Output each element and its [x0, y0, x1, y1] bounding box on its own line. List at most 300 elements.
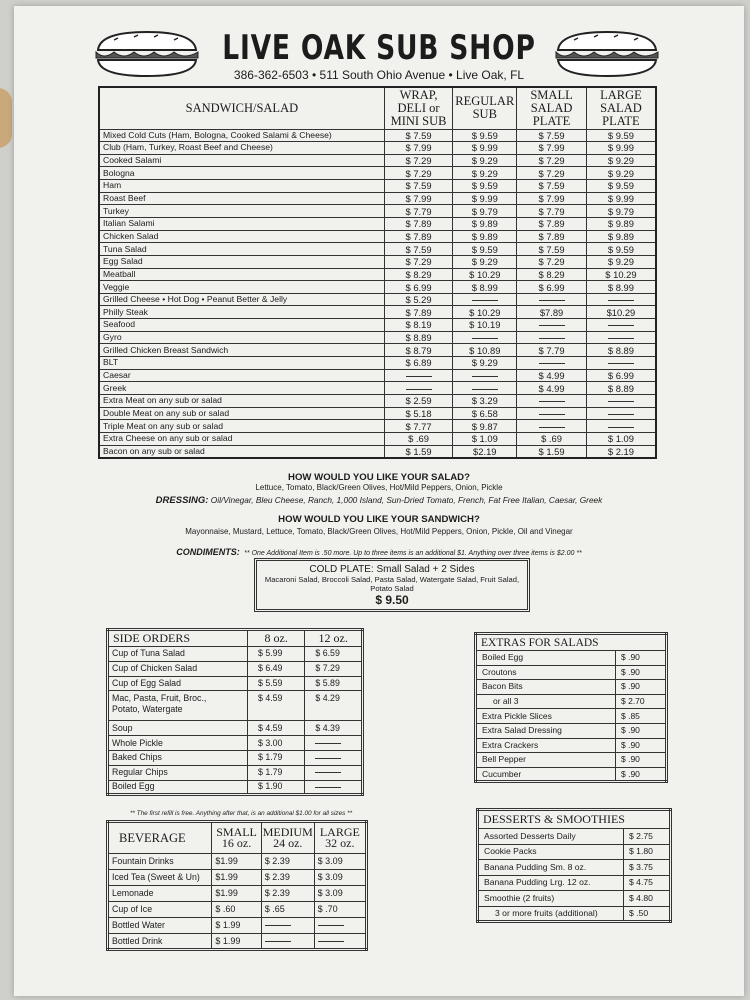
col-header: LARGE 32 oz.	[314, 822, 366, 854]
shop-address: 386-362-6503 • 511 South Ohio Avenue • Live Oak, FL	[233, 68, 525, 82]
item-name: Bottled Drink	[108, 934, 212, 950]
price-cell: $ 8.89	[586, 344, 656, 357]
price-cell	[517, 357, 587, 370]
price-cell: $ 2.39	[261, 886, 314, 902]
price-cell: $ 9.59	[586, 129, 656, 142]
dash-mark	[608, 401, 634, 402]
price-cell: $ .90	[616, 753, 667, 768]
dash-mark	[315, 772, 341, 773]
table-row	[99, 243, 656, 256]
item-name: Double Meat on any sub or salad	[99, 407, 384, 420]
price-cell: $ 5.99	[247, 647, 304, 662]
dash-mark	[539, 427, 565, 428]
item-name: Regular Chips	[108, 765, 248, 780]
price-cell: $ 7.29	[384, 255, 453, 268]
cold-plate-title: COLD PLATE: Small Salad + 2 Sides	[309, 564, 475, 575]
price-cell	[305, 750, 363, 765]
table-row	[108, 870, 367, 886]
table-row	[476, 651, 667, 666]
sandwich-salad-table	[98, 86, 657, 459]
beverage-table	[106, 820, 368, 951]
table-row	[99, 407, 656, 420]
price-cell: $ 9.59	[453, 129, 517, 142]
price-cell: $ 4.29	[305, 691, 363, 721]
item-name: Gyro	[99, 331, 384, 344]
item-name: Egg Salad	[99, 255, 384, 268]
price-cell: $ 9.89	[453, 230, 517, 243]
price-cell: $ 6.58	[453, 407, 517, 420]
item-name: Cup of Egg Salad	[108, 676, 248, 691]
price-cell	[586, 331, 656, 344]
price-cell: $ 2.19	[586, 445, 656, 458]
price-cell: $ .70	[314, 902, 366, 918]
price-cell: $ 1.59	[517, 445, 587, 458]
item-name: BLT	[99, 357, 384, 370]
item-name: Assorted Desserts Daily	[478, 829, 624, 845]
salad-question	[14, 472, 744, 506]
price-cell: $ 10.19	[453, 319, 517, 332]
item-name: Banana Pudding Lrg. 12 oz.	[478, 875, 624, 891]
table-row	[99, 217, 656, 230]
price-cell: $ 7.29	[305, 661, 363, 676]
item-name: Triple Meat on any sub or salad	[99, 420, 384, 433]
item-name: Tuna Salad	[99, 243, 384, 256]
price-cell: $ 5.29	[384, 293, 453, 306]
table-row	[108, 750, 363, 765]
price-cell: $ 7.99	[384, 192, 453, 205]
table-row	[99, 319, 656, 332]
price-cell: $ 6.89	[384, 357, 453, 370]
price-cell: $ 9.29	[586, 255, 656, 268]
table-row	[99, 230, 656, 243]
price-cell: $ 1.79	[247, 765, 304, 780]
price-cell: $ .90	[616, 767, 667, 782]
dash-mark	[539, 414, 565, 415]
table-row	[108, 691, 363, 721]
price-cell: $ 7.59	[384, 180, 453, 193]
price-cell: $ 9.89	[453, 217, 517, 230]
dash-mark	[539, 300, 565, 301]
price-cell	[586, 420, 656, 433]
item-name: Bell Pepper	[476, 753, 616, 768]
desserts-title: DESSERTS & SMOOTHIES	[478, 810, 671, 829]
table-row	[108, 647, 363, 662]
table-row	[99, 432, 656, 445]
table-row	[108, 934, 367, 950]
dash-mark	[318, 925, 344, 926]
price-cell	[517, 407, 587, 420]
price-cell: $ 7.99	[517, 142, 587, 155]
price-cell: $ 8.89	[586, 382, 656, 395]
table-row	[478, 844, 671, 860]
table-row	[99, 281, 656, 294]
price-cell: $1.99	[212, 854, 261, 870]
dash-mark	[608, 414, 634, 415]
table-row	[99, 420, 656, 433]
item-name: Italian Salami	[99, 217, 384, 230]
salad-heading: HOW WOULD YOU LIKE YOUR SALAD?	[288, 472, 470, 483]
item-name: Extra Cheese on any sub or salad	[99, 432, 384, 445]
price-cell	[261, 934, 314, 950]
cold-plate-sides: Macaroni Salad, Broccoli Salad, Pasta Salad, Watergate Salad, Fruit Salad, Potato Salad	[264, 575, 520, 593]
col-header: 8 oz.	[247, 630, 304, 647]
price-cell: $ 10.29	[586, 268, 656, 281]
price-cell: $ 1.99	[212, 918, 261, 934]
price-cell	[384, 369, 453, 382]
price-cell: $ 7.59	[384, 243, 453, 256]
price-cell: $ 7.29	[384, 154, 453, 167]
table-row	[478, 829, 671, 845]
price-cell: $ 4.39	[305, 721, 363, 736]
dash-mark	[472, 376, 498, 377]
price-cell	[517, 420, 587, 433]
price-cell: $ 3.75	[624, 860, 671, 876]
price-cell: $ 7.29	[517, 255, 587, 268]
table-row	[476, 694, 667, 709]
price-cell: $ 7.89	[384, 306, 453, 319]
price-cell: $ 1.09	[586, 432, 656, 445]
item-name: Grilled Chicken Breast Sandwich	[99, 344, 384, 357]
price-cell: $ 9.79	[453, 205, 517, 218]
item-name: Cucumber	[476, 767, 616, 782]
shop-title: LIVE OAK SUB SHOP	[222, 28, 536, 68]
dash-mark	[315, 758, 341, 759]
price-cell: $ 4.99	[517, 369, 587, 382]
price-cell: $ 2.39	[261, 870, 314, 886]
price-cell: $ 3.00	[247, 736, 304, 751]
extras-title: EXTRAS FOR SALADS	[476, 634, 667, 651]
dash-mark	[608, 300, 634, 301]
item-name: Meatball	[99, 268, 384, 281]
salad-toppings: Lettuce, Tomato, Black/Green Olives, Hot/Mild Peppers, Onion, Pickle	[255, 483, 503, 492]
price-cell	[453, 331, 517, 344]
price-cell: $ 9.99	[586, 142, 656, 155]
item-name: Ham	[99, 180, 384, 193]
price-cell: $ 9.59	[586, 243, 656, 256]
item-name: Bottled Water	[108, 918, 212, 934]
item-name: Banana Pudding Sm. 8 oz.	[478, 860, 624, 876]
dash-mark	[406, 389, 432, 390]
item-name: Bacon on any sub or salad	[99, 445, 384, 458]
price-cell: $ 6.99	[517, 281, 587, 294]
price-cell	[586, 394, 656, 407]
price-cell: $ 7.79	[517, 344, 587, 357]
price-cell: $ 1.79	[247, 750, 304, 765]
item-name: Veggie	[99, 281, 384, 294]
price-cell: $7.89	[517, 306, 587, 319]
table-row	[99, 129, 656, 142]
price-cell: $ 8.79	[384, 344, 453, 357]
price-cell	[261, 918, 314, 934]
thumb	[0, 88, 12, 148]
sandwich-question	[14, 514, 744, 536]
table-row	[99, 293, 656, 306]
side-orders-title: SIDE ORDERS	[108, 630, 248, 647]
price-cell: $ .50	[624, 906, 671, 922]
col-header: WRAP, DELI or MINI SUB	[384, 87, 453, 129]
item-name: Soup	[108, 721, 248, 736]
price-cell: $ 9.99	[586, 192, 656, 205]
price-cell: $ .85	[616, 709, 667, 724]
item-name: Baked Chips	[108, 750, 248, 765]
price-cell: $ .69	[517, 432, 587, 445]
col-header: 12 oz.	[305, 630, 363, 647]
extras-table	[474, 632, 668, 783]
price-cell	[517, 319, 587, 332]
dash-mark	[608, 325, 634, 326]
price-cell: $ 8.19	[384, 319, 453, 332]
dash-mark	[406, 376, 432, 377]
price-cell: $ 9.87	[453, 420, 517, 433]
item-name: Club (Ham, Turkey, Roast Beef and Cheese)	[99, 142, 384, 155]
price-cell	[384, 382, 453, 395]
item-name: Turkey	[99, 205, 384, 218]
price-cell: $ 10.89	[453, 344, 517, 357]
price-cell: $ 9.29	[453, 167, 517, 180]
price-cell: $ 9.29	[453, 255, 517, 268]
price-cell	[305, 765, 363, 780]
table-row	[476, 680, 667, 695]
price-cell: $ 7.29	[384, 167, 453, 180]
table-row	[99, 167, 656, 180]
table-row	[108, 736, 363, 751]
dash-mark	[608, 427, 634, 428]
desserts-table	[476, 808, 672, 923]
dash-mark	[539, 401, 565, 402]
cold-plate-price: $ 9.50	[375, 593, 409, 607]
item-name: Boiled Egg	[108, 780, 248, 795]
table-row	[99, 331, 656, 344]
price-cell	[586, 357, 656, 370]
table-row	[476, 723, 667, 738]
table-row	[108, 721, 363, 736]
price-cell	[453, 369, 517, 382]
price-cell: $ 8.29	[384, 268, 453, 281]
price-cell: $ 3.09	[314, 886, 366, 902]
item-name: Smoothie (2 fruits)	[478, 891, 624, 907]
price-cell: $ 9.59	[453, 180, 517, 193]
col-header: SMALL 16 oz.	[212, 822, 261, 854]
price-cell: $ .65	[261, 902, 314, 918]
item-name: Fountain Drinks	[108, 854, 212, 870]
price-cell	[305, 780, 363, 795]
dash-mark	[608, 338, 634, 339]
table-row	[108, 661, 363, 676]
item-name: Mixed Cold Cuts (Ham, Bologna, Cooked Salami & Cheese)	[99, 129, 384, 142]
table-row	[478, 860, 671, 876]
price-cell: $ 9.29	[586, 154, 656, 167]
item-name: Bologna	[99, 167, 384, 180]
price-cell: $ 9.29	[453, 357, 517, 370]
price-cell: $ 7.29	[517, 154, 587, 167]
price-cell	[453, 382, 517, 395]
price-cell: $ 8.29	[517, 268, 587, 281]
item-name: Chicken Salad	[99, 230, 384, 243]
table-row	[99, 306, 656, 319]
item-name: Bacon Bits	[476, 680, 616, 695]
sandwich-heading: HOW WOULD YOU LIKE YOUR SANDWICH?	[278, 514, 480, 525]
price-cell: $ 5.89	[305, 676, 363, 691]
item-name: Extra Meat on any sub or salad	[99, 394, 384, 407]
price-cell: $ 4.80	[624, 891, 671, 907]
col-header: REGULAR SUB	[453, 87, 517, 129]
item-name: Boiled Egg	[476, 651, 616, 666]
price-cell: $ 7.29	[517, 167, 587, 180]
table-row	[476, 709, 667, 724]
table-row	[99, 382, 656, 395]
dash-mark	[315, 787, 341, 788]
col-header: SANDWICH/SALAD	[99, 87, 384, 129]
price-cell: $ 6.59	[305, 647, 363, 662]
table-row	[99, 394, 656, 407]
item-name: Mac, Pasta, Fruit, Broc., Potato, Watergate	[108, 691, 248, 721]
price-cell: $ 3.09	[314, 854, 366, 870]
dash-mark	[539, 363, 565, 364]
price-cell: $ 7.89	[517, 230, 587, 243]
price-cell: $ 6.49	[247, 661, 304, 676]
table-row	[476, 753, 667, 768]
price-cell: $ 4.59	[247, 721, 304, 736]
price-cell	[586, 407, 656, 420]
price-cell: $ .90	[616, 723, 667, 738]
table-row	[108, 886, 367, 902]
price-cell: $ 9.59	[453, 243, 517, 256]
item-name: Roast Beef	[99, 192, 384, 205]
price-cell: $ 9.29	[586, 167, 656, 180]
price-cell: $ 1.59	[384, 445, 453, 458]
table-row	[108, 902, 367, 918]
price-cell: $ 9.59	[586, 180, 656, 193]
table-row	[108, 854, 367, 870]
dash-mark	[265, 941, 291, 942]
price-cell: $ 6.99	[384, 281, 453, 294]
sandwich-toppings: Mayonnaise, Mustard, Lettuce, Tomato, Black/Green Olives, Hot/Mild Peppers, Onion, Pickle, Oil and Vinegar	[185, 527, 573, 536]
price-cell	[517, 331, 587, 344]
price-cell	[314, 934, 366, 950]
price-cell: $10.29	[586, 306, 656, 319]
table-row	[99, 180, 656, 193]
item-name: Cup of Tuna Salad	[108, 647, 248, 662]
dash-mark	[539, 338, 565, 339]
item-name: Lemonade	[108, 886, 212, 902]
item-name: Caesar	[99, 369, 384, 382]
item-name: Cookie Packs	[478, 844, 624, 860]
price-cell: $ 9.99	[453, 142, 517, 155]
table-row	[108, 780, 363, 795]
table-row	[478, 875, 671, 891]
col-header: SMALL SALAD PLATE	[517, 87, 587, 129]
price-cell: $ .90	[616, 665, 667, 680]
price-cell: $ 7.59	[517, 129, 587, 142]
price-cell	[314, 918, 366, 934]
table-row	[99, 255, 656, 268]
price-cell: $ 10.29	[453, 268, 517, 281]
side-orders-table	[106, 628, 364, 796]
price-cell: $ 9.99	[453, 192, 517, 205]
price-cell: $ 9.29	[453, 154, 517, 167]
item-name: Cooked Salami	[99, 154, 384, 167]
price-cell: $ 7.59	[517, 180, 587, 193]
price-cell	[586, 293, 656, 306]
menu-page	[14, 6, 744, 996]
col-header: LARGE SALAD PLATE	[586, 87, 656, 129]
table-row	[478, 891, 671, 907]
item-name: Croutons	[476, 665, 616, 680]
price-cell	[453, 293, 517, 306]
price-cell: $ 7.89	[517, 217, 587, 230]
refill-note: ** The first refill is free. Anything after that, is an additional $1.00 for all sizes **	[129, 810, 353, 817]
price-cell: $ 10.29	[453, 306, 517, 319]
dash-mark	[315, 743, 341, 744]
price-cell: $ .90	[616, 738, 667, 753]
price-cell: $ 9.89	[586, 217, 656, 230]
table-row	[99, 268, 656, 281]
price-cell: $ 4.59	[247, 691, 304, 721]
dash-mark	[472, 389, 498, 390]
table-row	[99, 142, 656, 155]
price-cell: $ 9.79	[586, 205, 656, 218]
price-cell: $ 3.09	[314, 870, 366, 886]
price-cell: $ 8.99	[586, 281, 656, 294]
price-cell: $ 2.70	[616, 694, 667, 709]
price-cell: $ 3.29	[453, 394, 517, 407]
price-cell: $ .90	[616, 651, 667, 666]
price-cell: $ .69	[384, 432, 453, 445]
table-row	[108, 765, 363, 780]
table-row	[108, 676, 363, 691]
price-cell: $ 2.75	[624, 829, 671, 845]
price-cell: $1.99	[212, 886, 261, 902]
table-row	[476, 767, 667, 782]
price-cell: $ 5.18	[384, 407, 453, 420]
price-cell: $ 5.59	[247, 676, 304, 691]
price-cell	[517, 293, 587, 306]
item-name: Seafood	[99, 319, 384, 332]
price-cell: $ 2.39	[261, 854, 314, 870]
price-cell: $ .90	[616, 680, 667, 695]
table-row	[99, 344, 656, 357]
price-cell: $ 7.79	[517, 205, 587, 218]
price-cell: $ 4.75	[624, 875, 671, 891]
table-row	[99, 357, 656, 370]
price-cell: $ 7.77	[384, 420, 453, 433]
table-row	[476, 738, 667, 753]
item-name: Grilled Cheese • Hot Dog • Peanut Better & Jelly	[99, 293, 384, 306]
price-cell: $ 7.99	[384, 142, 453, 155]
price-cell: $ 8.89	[384, 331, 453, 344]
item-name: Whole Pickle	[108, 736, 248, 751]
item-name: or all 3	[476, 694, 616, 709]
col-header: MEDIUM 24 oz.	[261, 822, 314, 854]
table-row	[476, 665, 667, 680]
cold-plate-box	[254, 558, 530, 612]
item-name: Extra Pickle Slices	[476, 709, 616, 724]
item-name: Cup of Chicken Salad	[108, 661, 248, 676]
beverage-title: BEVERAGE	[108, 822, 212, 854]
item-name: Greek	[99, 382, 384, 395]
price-cell: $ 1.99	[212, 934, 261, 950]
price-cell: $ 4.99	[517, 382, 587, 395]
item-name: Extra Salad Dressing	[476, 723, 616, 738]
item-name: Extra Crackers	[476, 738, 616, 753]
dash-mark	[539, 325, 565, 326]
table-row	[99, 192, 656, 205]
price-cell: $ 1.90	[247, 780, 304, 795]
table-row	[99, 369, 656, 382]
price-cell	[586, 319, 656, 332]
price-cell: $ 1.09	[453, 432, 517, 445]
item-name: 3 or more fruits (additional)	[478, 906, 624, 922]
